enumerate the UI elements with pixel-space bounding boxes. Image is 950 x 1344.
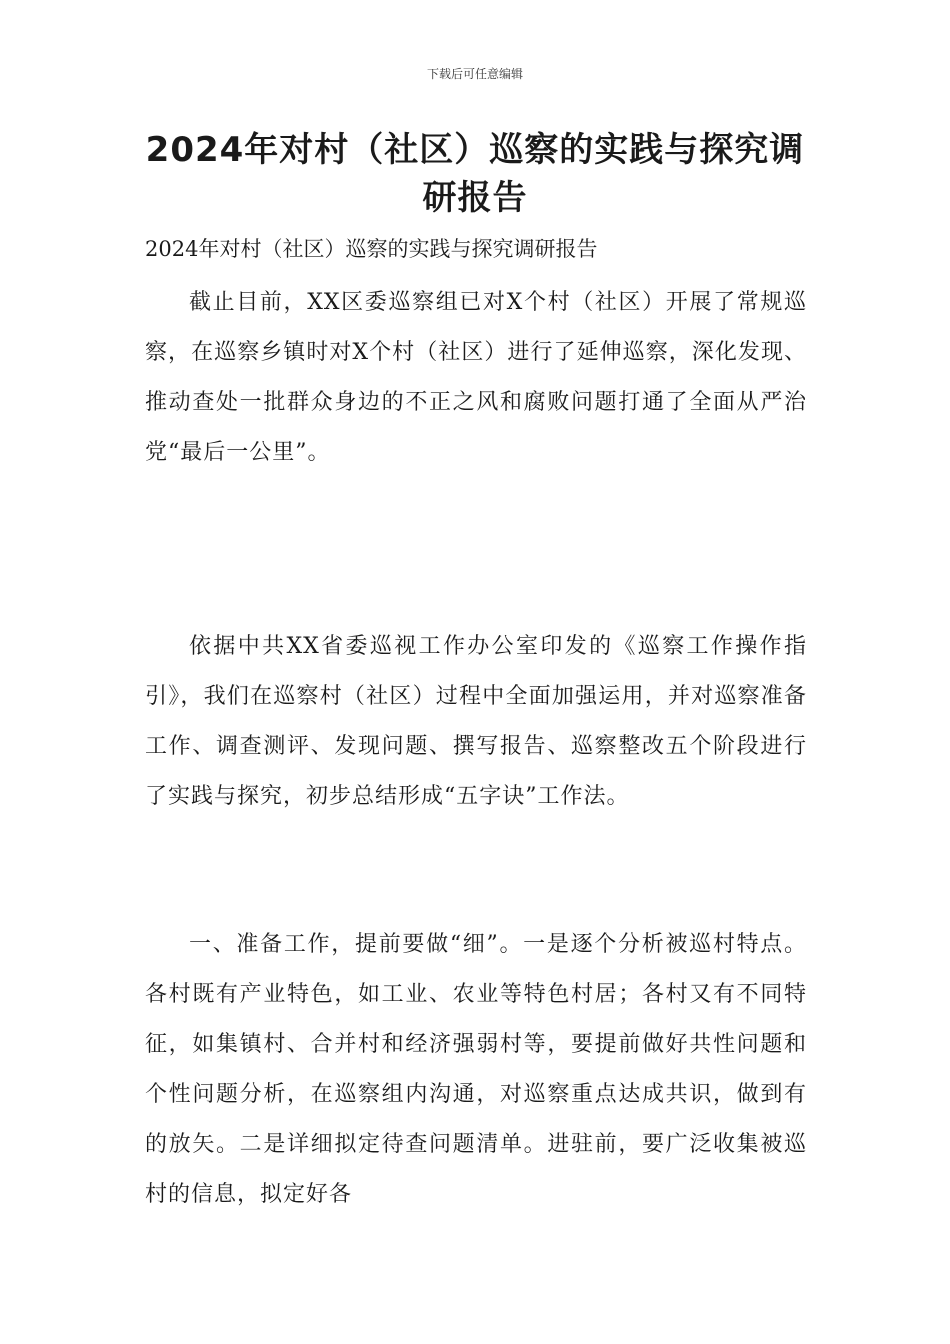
document-title: 2024年对村（社区）巡察的实践与探究调研报告	[145, 130, 805, 218]
document-subtitle: 2024年对村（社区）巡察的实践与探究调研报告	[145, 237, 598, 261]
page-header-note: 下载后可任意编辑	[426, 67, 523, 81]
body-paragraph-3: 一、准备工作，提前要做“细”。一是逐个分析被巡村特点。各村既有产业特色，如工业、农业等特色村居；各村又有不同特征，如集镇村、合并村和经济强弱村等，要提前做好共性问题和个性问题分析，在巡察组内沟通，对巡察重点达成共识，做到有的放矢。二是详细拟定待查问题清单。进驻前，要广泛收集被巡村的信息，拟定好各	[145, 932, 807, 1207]
body-paragraph-1: 截止目前，XX区委巡察组已对X个村（社区）开展了常规巡察，在巡察乡镇时对X个村（社区）进行了延伸巡察，深化发现、推动查处一批群众身边的不正之风和腐败问题打通了全面从严治党“最后一公里”。	[145, 290, 807, 465]
body-paragraph-2: 依据中共XX省委巡视工作办公室印发的《巡察工作操作指引》，我们在巡察村（社区）过程中全面加强运用，并对巡察准备工作、调查测评、发现问题、撰写报告、巡察整改五个阶段进行了实践与探究，初步总结形成“五字诀”工作法。	[145, 634, 807, 809]
